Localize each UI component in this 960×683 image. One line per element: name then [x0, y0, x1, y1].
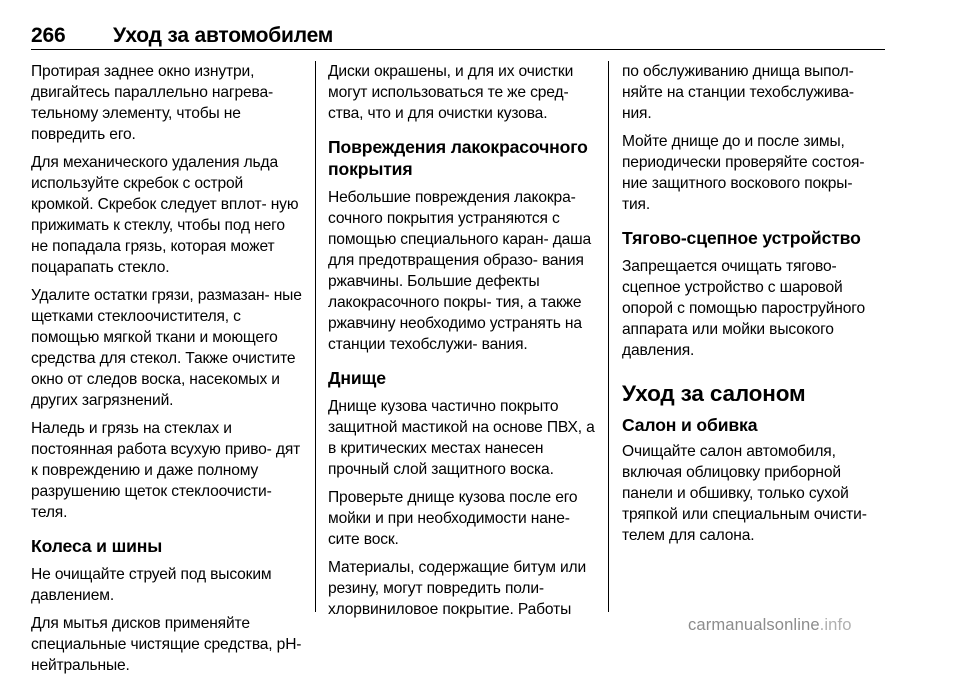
paragraph-wheel-cleaning: Для мытья дисков применяйте специальные чистящие средства, pH-нейтральные. [31, 615, 302, 674]
watermark [688, 615, 852, 635]
heading-wheels-tyres: Колеса и шины [31, 536, 163, 556]
paragraph-ice-scraper: Для механического удаления льда используйте скребок с острой кромкой. Скребок следует вплот- ную прижимать к стеклу, чтобы под него не попадала грязь, которая может поцарапать стекло. [31, 154, 299, 276]
paragraph-underbody-coating: Днище кузова частично покрыто защитной мастикой на основе ПВХ, а в критических местах нанесен прочный слой защитного воска. [328, 398, 595, 478]
watermark-tld: .info [819, 615, 852, 634]
paragraph-interior-cleaning: Очищайте салон автомобиля, включая облицовку приборной панели и обшивку, только сухой тряпкой или специальным очисти- телем для салона. [622, 443, 867, 544]
paragraph-no-pressure: Не очищайте струей под высоким давлением. [31, 566, 272, 604]
watermark-site: carmanualsonline [688, 615, 820, 634]
paragraph-underbody-check: Проверьте днище кузова после его мойки и при необходимости нане- сите воск. [328, 489, 578, 548]
heading-interior-upholstery: Салон и обивка [622, 415, 758, 435]
page-title: Уход за автомобилем [113, 24, 334, 47]
paragraph-painted-wheels: Диски окрашены, и для их очистки могут использоваться те же сред- ства, что и для очистки кузова. [328, 63, 574, 122]
paragraph-wiper-residue: Удалите остатки грязи, размазан- ные щетками стеклоочистителя, с помощью мягкой ткани и моющего средства для стекол. Также очистите окно от следов воска, насекомых и других загрязнений. [31, 287, 302, 409]
heading-interior-care: Уход за салоном [622, 381, 806, 406]
page-number: 266 [31, 24, 66, 47]
header-rule [31, 49, 885, 50]
paragraph-paint-repair: Небольшие повреждения лакокра- сочного покрытия устраняются с помощью специального каран- даша для предотвращения образо- вания ржавчины. Большие дефекты лакокрасочного покры- тия, а также ржавчину необходимо устранять на станции техобслужи- вания. [328, 189, 592, 353]
paragraph-rear-window: Протирая заднее окно изнутри, двигайтесь параллельно нагрева- тельному элементу, чтобы не повредить его. [31, 63, 274, 143]
column-divider [608, 61, 609, 612]
paragraph-towbar-cleaning: Запрещается очищать тягово- сцепное устройство с шаровой опорой с помощью пароструйного аппарата или мойки высокого давления. [622, 258, 866, 359]
heading-underbody: Днище [328, 368, 386, 388]
paragraph-underbody-service: по обслуживанию днища выпол- няйте на станции техобслужива- ния. [622, 63, 854, 122]
heading-towbar: Тягово-сцепное устройство [622, 228, 861, 248]
heading-paint-damage: Повреждения лакокрасочного покрытия [328, 137, 588, 179]
column-2 [328, 61, 596, 627]
paragraph-underbody-winter: Мойте днище до и после зимы, периодически проверяйте состоя- ние защитного воскового покры- тия. [622, 133, 865, 213]
column-3 [622, 61, 884, 553]
column-1 [31, 61, 303, 683]
paragraph-wiper-damage: Наледь и грязь на стеклах и постоянная работа всухую приво- дят к повреждению и даже полному разрушению щеток стеклоочисти- теля. [31, 420, 301, 521]
paragraph-bitumen-warning: Материалы, содержащие битум или резину, могут повредить поли- хлорвиниловое покрытие. Работы [328, 559, 587, 618]
column-divider [315, 61, 316, 612]
